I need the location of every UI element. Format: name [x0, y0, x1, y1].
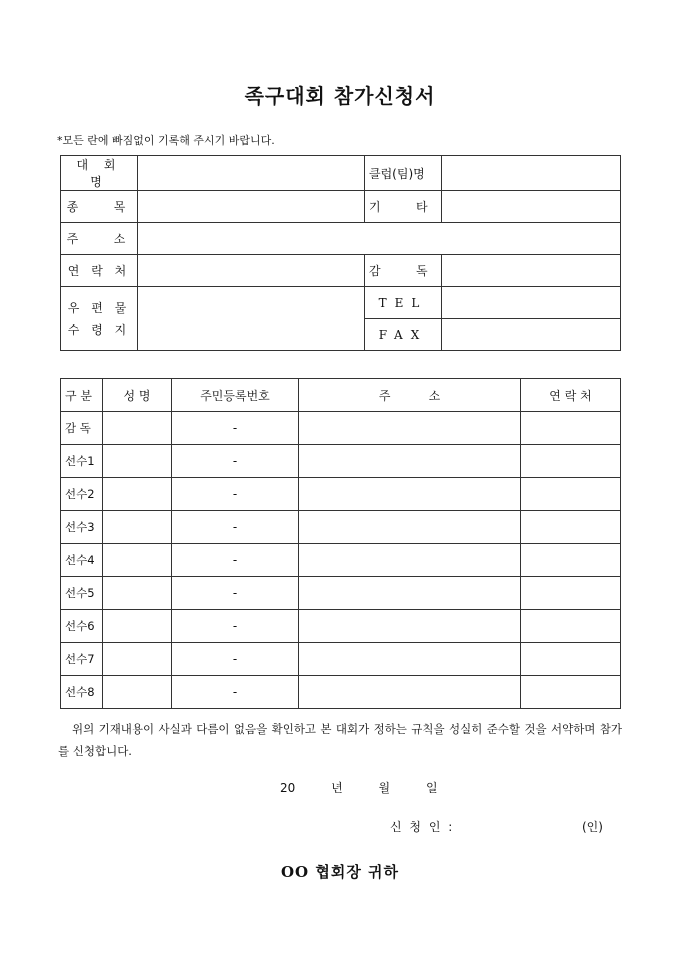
tel-label: TEL [365, 287, 442, 319]
roster-name-field[interactable] [103, 478, 172, 511]
event-label: 종 목 [61, 191, 138, 223]
applicant-label: 신 청 인 : [390, 820, 455, 834]
roster-id-field[interactable]: - [172, 676, 299, 709]
roster-row [61, 544, 621, 577]
tel-field[interactable] [442, 287, 621, 319]
addressee: OO 협회장 귀하 [280, 863, 400, 881]
roster-contact-field[interactable] [521, 577, 621, 610]
roster-name-field[interactable] [103, 445, 172, 478]
roster-name-field[interactable] [103, 610, 172, 643]
club-name-field[interactable] [442, 156, 621, 191]
roster-category: 선수7 [61, 643, 103, 676]
document-title: 족구대회 참가신청서 [244, 84, 436, 108]
roster-row [61, 676, 621, 709]
roster-address-field[interactable] [299, 511, 521, 544]
other-field[interactable] [442, 191, 621, 223]
competition-name-field[interactable] [138, 156, 365, 191]
roster-row [61, 643, 621, 676]
roster-category: 선수6 [61, 610, 103, 643]
mail-address-field[interactable] [138, 287, 365, 351]
roster-row [61, 445, 621, 478]
roster-category: 선수2 [61, 478, 103, 511]
roster-contact-field[interactable] [521, 610, 621, 643]
seal-label: (인) [582, 820, 603, 834]
date-year-unit: 년 [331, 781, 343, 795]
roster-name-field[interactable] [103, 577, 172, 610]
fax-label: FAX [365, 319, 442, 351]
roster-address-field[interactable] [299, 544, 521, 577]
date-year: 20 [280, 781, 296, 795]
roster-category: 선수3 [61, 511, 103, 544]
pledge-text: 위의 기재내용이 사실과 다름이 없음을 확인하고 본 대회가 정하는 규칙을 성실히 준수할 것을 서약하며 참가를 신청합니다. [58, 722, 622, 758]
roster-id-field[interactable]: - [172, 610, 299, 643]
header-name: 성 명 [103, 379, 172, 412]
roster-category: 선수1 [61, 445, 103, 478]
roster-row [61, 610, 621, 643]
mail-label-line2: 수 령 지 [67, 322, 131, 337]
date-line [280, 779, 458, 796]
team-info-table [60, 155, 621, 351]
header-contact: 연 락 처 [521, 379, 621, 412]
roster-contact-field[interactable] [521, 643, 621, 676]
roster-row [61, 412, 621, 445]
roster-name-field[interactable] [103, 544, 172, 577]
roster-table [60, 378, 621, 709]
roster-address-field[interactable] [299, 412, 521, 445]
roster-contact-field[interactable] [521, 412, 621, 445]
roster-address-field[interactable] [299, 577, 521, 610]
roster-id-field[interactable]: - [172, 412, 299, 445]
date-day-unit: 일 [425, 781, 438, 795]
roster-contact-field[interactable] [521, 544, 621, 577]
contact-field[interactable] [138, 255, 365, 287]
roster-contact-field[interactable] [521, 676, 621, 709]
roster-contact-field[interactable] [521, 511, 621, 544]
address-field[interactable] [138, 223, 621, 255]
roster-category: 선수4 [61, 544, 103, 577]
roster-name-field[interactable] [103, 643, 172, 676]
coach-field[interactable] [442, 255, 621, 287]
roster-contact-field[interactable] [521, 478, 621, 511]
roster-id-field[interactable]: - [172, 643, 299, 676]
roster-address-field[interactable] [299, 610, 521, 643]
roster-category: 감 독 [61, 412, 103, 445]
roster-id-field[interactable]: - [172, 577, 299, 610]
other-label: 기 타 [365, 191, 442, 223]
fill-notice: *모든 란에 빠짐없이 기록해 주시기 바랍니다. [57, 134, 275, 147]
coach-label: 감 독 [365, 255, 442, 287]
header-id-number: 주민등록번호 [172, 379, 299, 412]
roster-address-field[interactable] [299, 445, 521, 478]
roster-row [61, 577, 621, 610]
roster-address-field[interactable] [299, 676, 521, 709]
mail-address-label [61, 287, 138, 351]
roster-category: 선수5 [61, 577, 103, 610]
roster-row [61, 511, 621, 544]
roster-address-field[interactable] [299, 643, 521, 676]
roster-address-field[interactable] [299, 478, 521, 511]
roster-row [61, 478, 621, 511]
roster-name-field[interactable] [103, 676, 172, 709]
fax-field[interactable] [442, 319, 621, 351]
roster-id-field[interactable]: - [172, 544, 299, 577]
competition-name-label: 대 회 명 [61, 156, 138, 191]
mail-label-line1: 우 편 물 [67, 300, 131, 315]
header-category: 구 분 [61, 379, 103, 412]
contact-label: 연 락 처 [61, 255, 138, 287]
roster-header-row [61, 379, 621, 412]
roster-id-field[interactable]: - [172, 511, 299, 544]
roster-name-field[interactable] [103, 511, 172, 544]
roster-id-field[interactable]: - [172, 478, 299, 511]
club-name-label: 클럽(팀)명 [365, 156, 442, 191]
event-field[interactable] [138, 191, 365, 223]
roster-id-field[interactable]: - [172, 445, 299, 478]
roster-name-field[interactable] [103, 412, 172, 445]
address-label: 주 소 [61, 223, 138, 255]
header-address: 주 소 [299, 379, 521, 412]
roster-category: 선수8 [61, 676, 103, 709]
roster-contact-field[interactable] [521, 445, 621, 478]
date-month-unit: 월 [378, 781, 391, 795]
